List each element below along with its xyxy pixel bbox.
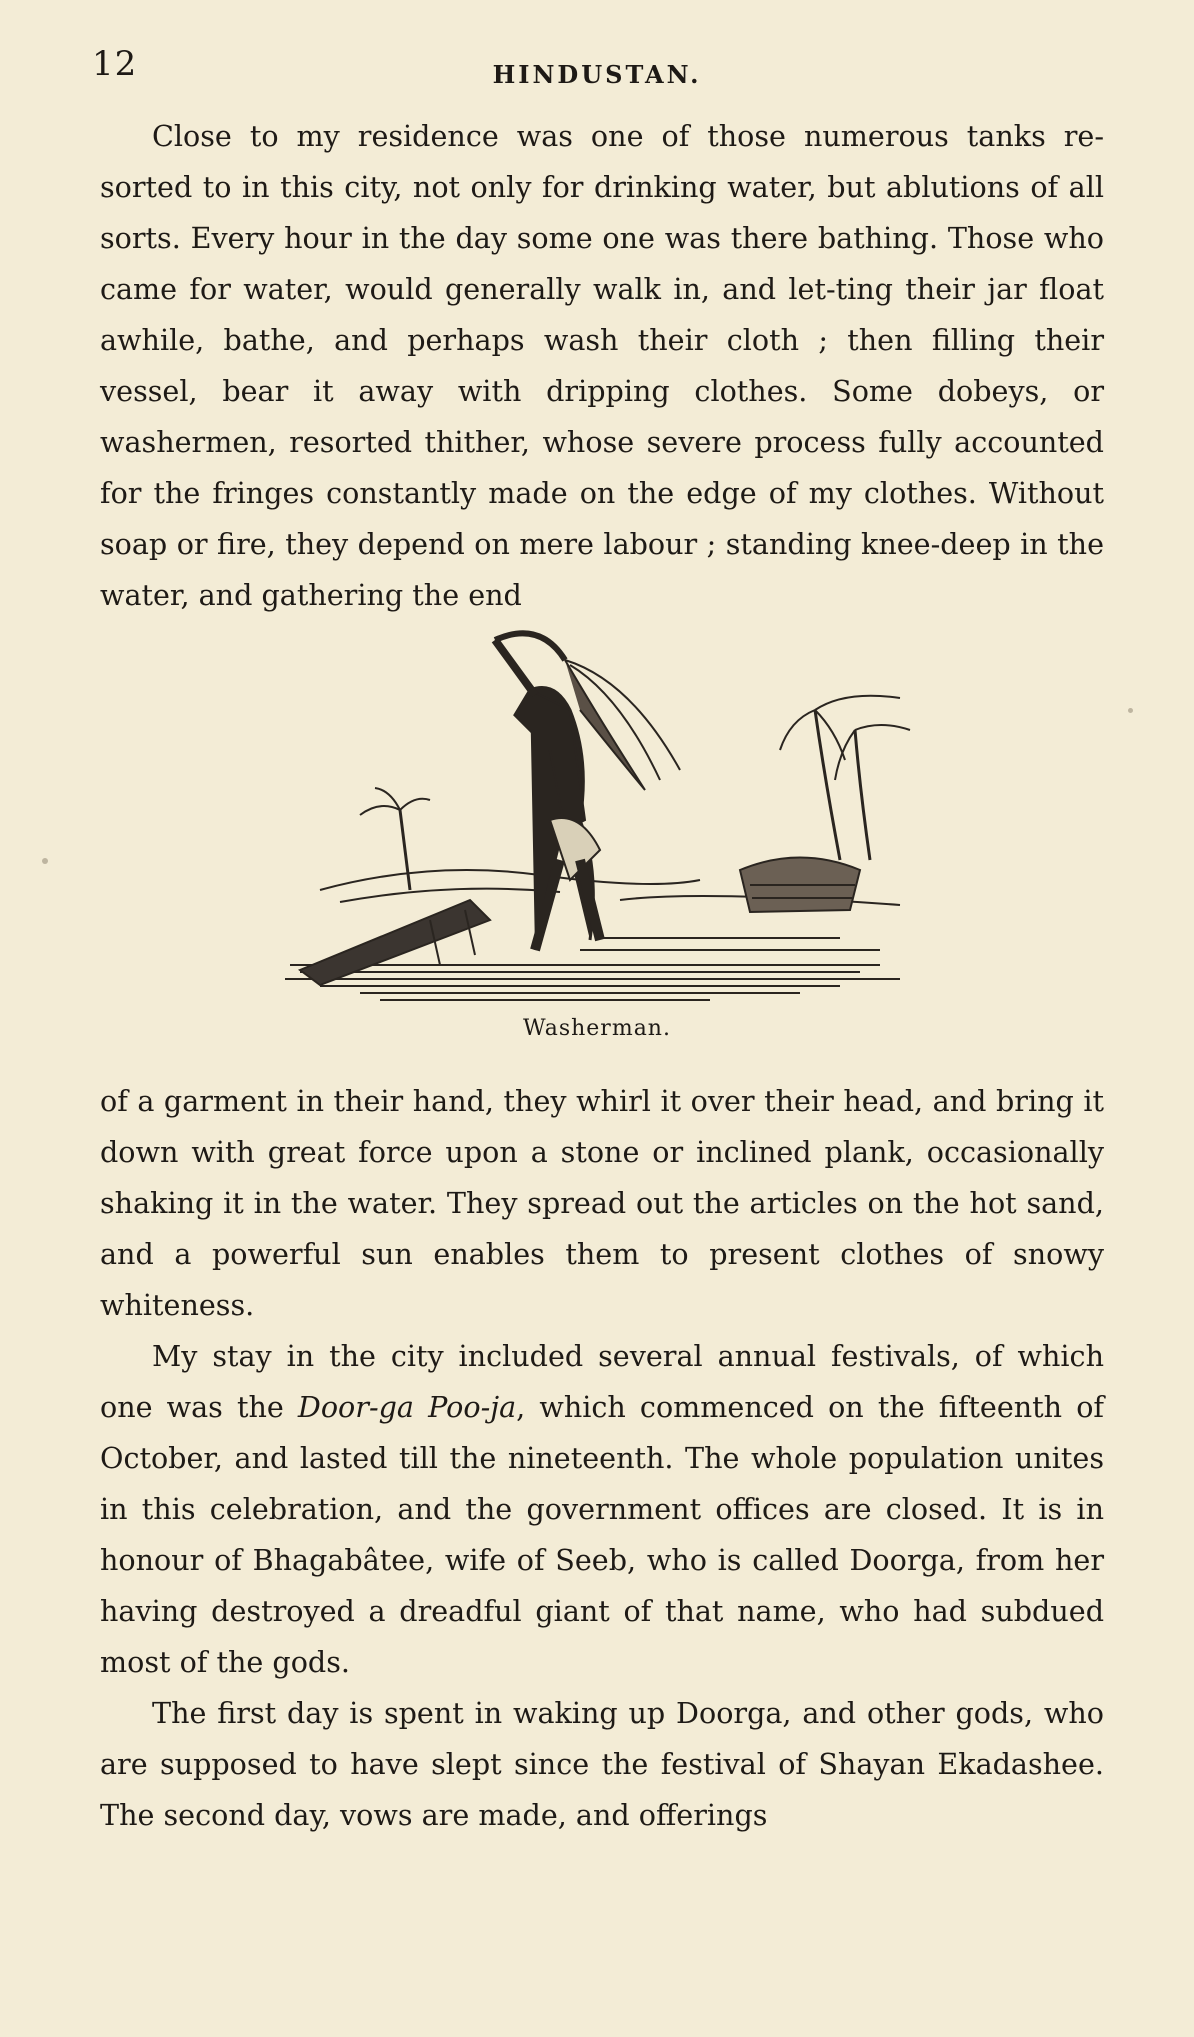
paragraph-continuation: of a garment in their hand, they whirl it over their head, and bring it down with great force upon a stone or inclined plank, occasionally shaking it in the water. They spread out the articles on the hot sand, and a powerful sun enables them to present clothes of snowy whiteness. [100,1084,1104,1322]
paper-spot [1128,708,1133,713]
figure-caption: Washerman. [523,1016,671,1041]
paragraph-festival [100,1331,1104,1688]
festival-name: Door-ga Poo-ja [297,1390,517,1424]
running-head: HINDUSTAN. [492,60,702,89]
paper-spot [42,858,48,864]
festival-text-a: My stay in the city included several annual festivals, of which one was the [100,1339,1104,1424]
page-number: 12 [92,44,138,84]
festival-text-b: , which commenced on the fifteenth of October, and lasted till the nineteenth. The whole population unites in this celebration, and the government offices are closed. It is in honour of Bhagabâtee, wife of Seeb, who is called Doorga, from her having destroyed a dreadful giant of that name, who had subdued most of the gods. [100,1390,1104,1679]
text-block-bottom [100,1076,1104,1841]
paragraph-first-day: The first day is spent in waking up Doorga, and other gods, who are supposed to have slept since the festival of Shayan Ekadashee. The second day, vows are made, and offerings [100,1696,1104,1832]
text-block-top [100,111,1104,621]
washerman-illustration [280,620,930,1020]
washerman-engraving-icon [280,620,930,1020]
paragraph-tank: Close to my residence was one of those numerous tanks re-sorted to in this city, not only for drinking water, but ablutions of all sorts. Every hour in the day some one was there bathing. Those who came for water, would generally walk in, and let-ting their jar float awhile, bathe, and perhaps wash their cloth ; then filling their vessel, bear it away with dripping clothes. Some dobeys, or washermen, resorted thither, whose severe process fully accounted for the fringes constantly made on the edge of my clothes. Without soap or fire, they depend on mere labour ; standing knee-deep in the water, and gathering the end [100,119,1104,612]
